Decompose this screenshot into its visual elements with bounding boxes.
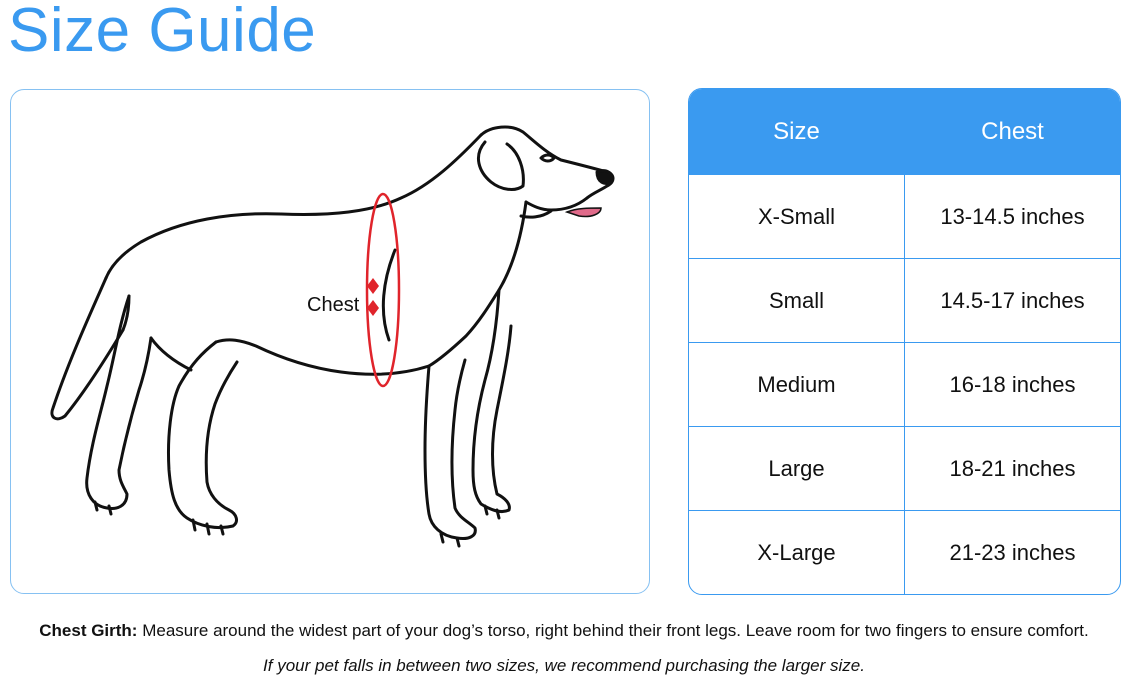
sizing-recommendation: If your pet falls in between two sizes, we recommend purchasing the larger size. — [263, 656, 865, 675]
dog-outline — [52, 127, 613, 546]
size-cell: Medium — [689, 343, 905, 427]
chest-cell: 16-18 inches — [905, 343, 1121, 427]
table-row — [689, 511, 1120, 595]
chest-cell: 13-14.5 inches — [905, 175, 1121, 259]
note-text: Measure around the widest part of your dog’s torso, right behind their front legs. Leave room for two fingers to ensure comfort. — [137, 621, 1089, 640]
table-row — [689, 427, 1120, 511]
measure-marker-upper — [367, 278, 379, 294]
header-chest: Chest — [905, 89, 1121, 175]
dog-illustration-panel — [10, 89, 650, 594]
size-cell: X-Small — [689, 175, 905, 259]
note-heading: Chest Girth: — [39, 621, 138, 640]
chest-cell: 21-23 inches — [905, 511, 1121, 595]
chest-label: Chest — [307, 294, 360, 316]
page-title: Size Guide — [8, 0, 317, 65]
chest-cell: 18-21 inches — [905, 427, 1121, 511]
table-row — [689, 259, 1120, 343]
header-size: Size — [689, 89, 905, 175]
table-row — [689, 175, 1120, 259]
size-table — [689, 89, 1120, 594]
table-row — [689, 343, 1120, 427]
table-header-row — [689, 89, 1120, 175]
tongue — [567, 208, 601, 217]
chest-girth-note — [0, 621, 1128, 641]
chest-cell: 14.5-17 inches — [905, 259, 1121, 343]
dog-illustration — [11, 90, 650, 594]
size-cell: Large — [689, 427, 905, 511]
size-chart — [688, 88, 1121, 595]
measure-marker-lower — [367, 300, 379, 316]
size-cell: X-Large — [689, 511, 905, 595]
size-cell: Small — [689, 259, 905, 343]
